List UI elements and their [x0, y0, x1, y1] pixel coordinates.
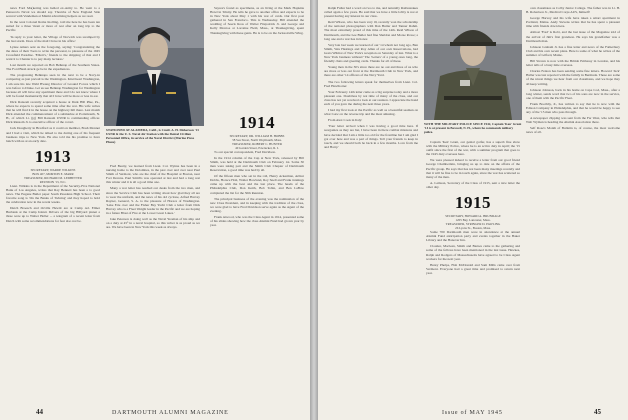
- paragraph: Sayres's found as specimens, as an living at the Mark Hopkins Hotel in Trinity. He tells he gave to another office and expects to be in New York about May 1 with his war of cards. Our first post gathered in San Francisco. This is Wednesday. Bill attended the wedding of Seeck Ross of Walter Fitzpatrick Jr. and George and Kelly Monroe at Lorraine Field, Mass., at Thanksgiving, spent Thanksgiving with these gents. He is to be on the Jacksonville Wing.: [210, 6, 304, 35]
- paragraph: Charles Fenton has been sending some fine letters. Howard 'Jack' Haller was last reported with the family in Bermuda. These are some of the nicest things we hear from our classmates, and we hope they all keep writing.: [526, 69, 620, 86]
- paragraph: To our special correspondent, Fred Davidson.: [214, 149, 276, 154]
- paragraph: news Ford Ma(kering was heiled ex-Army to. He went to a Pensacola Naval we should say. Thornbe of New England Side several with Vandeman at Miami advertising helpers as we read.: [6, 6, 100, 19]
- right-page: [318, 0, 628, 420]
- paragraph: Lieut. Wilkins is in the Department of the Security-Five National Bank of Los Angeles, writes that Ray Bennett has been a to good news. The Eugene Butler paper South Pasadena High School. Their favorite song is 'On the Banks of Twining' and they hoped to hold the celebration now in the recent weeks.: [6, 183, 100, 205]
- paragraph: The principal business of the evening was the nomination of the new Class President, and in keeping with the tradition of the class, we were glad to have Fred Davidson serve again as the Agent of the evening.: [210, 196, 304, 213]
- paragraph: Johnson Johnson, back in his home on Cape Cod, Mass., after a long winter, sends word that two of his sons are now in the service, one of them with the Pacific Fleet.: [526, 87, 620, 100]
- paragraph: Captain 'Ken' Grant, our genial golfer, has a superb fine show with the Military Police, where he is an active duty in April; the '15 outfit since the first of the war, with a summer program that goes to the 1945 duty overseas here.: [426, 140, 520, 157]
- paragraph: Frank Boothby, Jr., has written to say that he is now with the Edison Company in Philadelphia, and that he would be happy to see any of the '15 men who pass through.: [526, 101, 620, 115]
- page-number: 44: [36, 408, 43, 416]
- paragraph: Some 700 Dartmouth men were in attendance at the annual Alumni Fund anticipation party and events together in the Baker Library and the Hanover Inn.: [426, 230, 520, 243]
- paragraph: The progressing Belknaps seen in the next to be a Navy-in comparing as just prevail is the Washington. Kind heart Washington, I am sure his late Wahl Hwang Director of Ground Forces which I was before to Drake. Let us see Belknap Washington for Washington because all will have any apartment there and I do not know where I will be found momentarily that all I have will be more or less in ear.: [6, 73, 100, 98]
- paragraph: Dick Ransom recently acquired a house at Dark Hill Pike, Pa., where he expects to spend some time after the war. His wife writes that he will find it in the house on the highway hill there. Last month Dick attended the commencement of a submarine at Portsmouth, N. H., of which Lt. (jg) Bill Ransom USNR is commanding officer. Dick Ransom Jr. is executive officer of the covert.: [6, 99, 100, 125]
- military-police-photo: [424, 10, 522, 120]
- right-column-3: [526, 6, 620, 406]
- photo-caption: STATIONED AT ALAMEDA, Calif., is Cmdr. A. H. Dickerson '13 USNR & the U. S. Naval Air Station with the Dental Civilian Personnel Office, in service of the Naval District (Marine Press Photo): [106, 128, 199, 144]
- paragraph: In the west Colonel Rome Inolling, told me here he has been ten suited for a three 'mont or more of rest after an long trip to the Pacific.: [6, 20, 100, 33]
- paragraph: Frank Atwood, who was the Class Agent in 1914, presented some of his slides showing how the class Alumni Fund had grown year by year.: [210, 214, 304, 228]
- paragraph: Reid Wilson, who has been very ill, recently won the scholarship of the national photographers with Dan Butler and Tanner Rahm. The most extremely proud of this time of the 14th. Reid Wilson of Dartmouth, and the Lee Butler had fine Sheldon and Morse Rowe; a long one and a war has in honor.: [324, 20, 418, 41]
- paragraph: From Alex Cook in Italy:: [328, 118, 363, 123]
- class-year-heading: 1913: [35, 146, 71, 166]
- left-page: [0, 0, 310, 420]
- paragraph: Very late last week we learned of our '14 whom not long ago, Ben Smith, Wes Hastings and Roy Allen of our own Reservations, had Greta Wilmot of New York's reception on Saturday of last. What is a New York business without? The 'Letters' of a young ones long, the friendly chats and greeting cards. Thanks for all of these.: [324, 42, 418, 64]
- paragraph: Cloutier, Maclean, Smith and Barnes came to the gathering and some of the fellows have been mentioned in the last issue. Hawkes, Ralph and Rodgers of Massachusetts have agreed to be Class Agent workers for the next year.: [426, 244, 520, 261]
- page-footer: Issue of MAY 1945: [442, 410, 503, 416]
- paragraph: Jake Peterson is doing well as the Naval Yeoman of his ship and on a duty at 45° in a naval hospital, so this writer is as proud as we are. We have been in New York this week as always.: [106, 217, 200, 230]
- paragraph: I had my first look at the Pacific as well as a beautiful seaman on what I saw on the reverse trip and the most amusing.: [324, 108, 418, 117]
- paragraph: 'In reply to your letter, the Village of Norwich was swamped by the last storm. Does of the mail I have in his office.': [6, 34, 100, 43]
- paragraph: George Harvey and his wife have taken a smart apartment in Portland, Maine. Andy Stevens writes that he has spent a pleasant time with friends down here.: [526, 16, 620, 29]
- class-officers: SECRETARY, WARDE WILKINS BOX 407, MORTON E. MARR TREASURER, RICHARD M. LEDBETTER REUNION '13, N.C.: [24, 167, 82, 184]
- class-year-heading: 1914: [239, 112, 275, 132]
- page-footer: DARTMOUTH ALUMNI MAGAZINE: [112, 410, 229, 416]
- right-column-1: [324, 6, 418, 406]
- paragraph: We were pleased indeed to receive a letter from our good friend George Chamberlain, bringing us up to date on the affairs of the Pacific group. He says that has not been many meetings recently and that it will be fine to be in touch again, since the war has scattered so many of the men.: [426, 158, 520, 179]
- photo-caption: WITH THE MILITARY POLICE SINCE 1942, Captain 'Ken' Grant '14 is at present in Boxwell, N. H., where he commands military police.: [424, 122, 522, 134]
- class-officers: SECRETARY, DR. WILLIAM H. HOBBS 58 Sea Street, North Weymouth, Mass. TREASURER, ROBERT C. HUNTER 40 Garden Street, Pawtucket, R. I.: [229, 133, 285, 150]
- paragraph: A. Lamson, Secretary of the Class of 1915, sent a nice letter the other day.: [426, 180, 520, 189]
- paragraph: Henry Phelps, Fish McDonald and Sam Mills came over from Vermont. Everyone had a great time and promised to return next year.: [426, 262, 520, 275]
- left-column-3: [210, 6, 304, 406]
- paragraph: Johnson Graham Jr. has a fine letter and news of the Fatherbury Club and his own recent plans. Here is some of what he writes of the summer of Gilford, Maine.: [526, 44, 620, 57]
- right-column-2: [426, 140, 520, 400]
- paragraph: Of the fifteen men who sat in the roll, Henry Ackerman, Arthur Dobbs, Horace Holt, Walter Howland, Roy Snell and Frank Jennings came up with the best and the last place. The heads of the Philadelphia Club, Don Keith, Bob Tobin, and Ben LaBaw completed the list for the 30th Reunion.: [210, 174, 304, 195]
- paragraph: Bill Strawn is now with the British Embassy in London, and his letter tells of a busy time overseas.: [526, 59, 620, 68]
- left-column-1: [6, 6, 100, 406]
- paragraph: Dutch Broesch and Orville Hewitt are at Camp Ad. Elmer Burbank at the Camp Island. Drivers of the big Hillyard planet a three were up to Walter Heller ... a telegram of a recent letter from Dutch with some recommendations for fear also not be.: [6, 206, 100, 223]
- paragraph: A newspaper clipping was sent from the Far West, who tells that Walt Wyman is heading the Alumni Association there.: [526, 116, 620, 125]
- paragraph: The two following letters speak for themselves from Lieut. Col. Fred Hawthorne:: [324, 79, 418, 88]
- paragraph: own classmates as Colby Junior College. The father was in Lt. H. B. Robertson Jr., Medical Corps AUS, himself!: [526, 6, 620, 15]
- paragraph: Fred Beatty, we learned from Lieut. Col. Wynne has been in a nursing home to the Dolomites, in the past over and over near Paul Smith of Vermont, who are the chief of the Hospital at Boston, near Fort Devens. Paul Smith's was operated at last and had a long rest this winter and it is all a good time one.: [106, 164, 200, 185]
- paragraph: Self Rose's Month of Bulletin is, of course, the most welcome news of all.: [526, 126, 620, 135]
- paragraph: Ralph Fuller had a word on two to me, and naturally Rattlesnakes called again a few years. He said that we have a little lobby is not at present having any interest in our class.: [324, 6, 418, 19]
- page-number: 45: [594, 408, 601, 416]
- book-gutter: [310, 0, 318, 420]
- class-officers: SECRETARY, HOWARD A. BRUNDAGE 1205 Bay, Lancaster, Mass. TREASURER, STRINGER D. PAWLING 26 Lyons St., Boston, Mass.: [445, 214, 501, 231]
- paragraph: 'Your letter arrived when I was having a good time here. If reorganize as they are but, I have been in there combat missions and have decided that I am a little too old for the frontline but I am glad I got over here and was a part of things. Tell your friends to keep in touch, and we should both be back in a few months. Love from me and Harry.': [324, 124, 418, 149]
- paragraph: Almost 'Fred' is Robt, and the last issue of the Magazine told of the arrival of Jim's first grandson. He says his grandfather was a Dartmouth man.: [526, 30, 620, 43]
- paragraph: Your February 14th letter came as a big surprise today and a more pleasant one. Doubtless by not time of many of the class, and our class has not yet received a look at our reunion. I appreciate the hand each of you gave me during the next three years.: [324, 89, 418, 106]
- paragraph: Jack Dougherty in Bradford as it could on member, Bosh Monnet and I had a visit, which he talked to me during one of his frequent business trips to New York. He also told me his promise to have lunch with us at an early date.: [6, 126, 100, 143]
- paragraph: In the 1914 column of the Cup at New York, released by Bill Smith, was held at the Dartmouth Club on February 1st. Some 30 men were taking part and the Smith Club Chapter of Dartmouth Reservation, a good time was had by all.: [210, 155, 304, 173]
- paragraph: Last month we reported on Bob Belknap of the Southern States. The Ford Bush struck ge be in the expediences.: [6, 63, 100, 72]
- class-year-heading: 1915: [455, 193, 491, 213]
- paragraph: Young men in the 30's since there are no out and three of us who are more or less out front at the Dartmouth Club in New York, and there are other '14 officers of the Navy Yard.: [324, 65, 418, 78]
- paragraph: Lynne Amers sent us the foregoing, saying: 'Congratulating the the dates of their Toots to write the personal, to pleasure of the 1945 Crossfield Paradise. 'Elliott's,' friends to the shipping of that and I want it to Chanter is to pay many lectures.': [6, 44, 100, 62]
- paragraph: Many a war letter has reached our desks from the two men, and since the Service Club has been writing about how glad they all are to wear the uniform, and the news of his old cyclone, Alfred Harvey Rayner, General, S. A. to the pleasure of Horace of Washington. 'Lake Erie over and the Fisher Bay Yacht Club a letter from Dick Harvey who is a Fleet Weight leader in the Pacific and we are hoping in a future Blast of Fire at the Lower Great Lakes.': [106, 186, 200, 216]
- officer-photo: [104, 8, 204, 126]
